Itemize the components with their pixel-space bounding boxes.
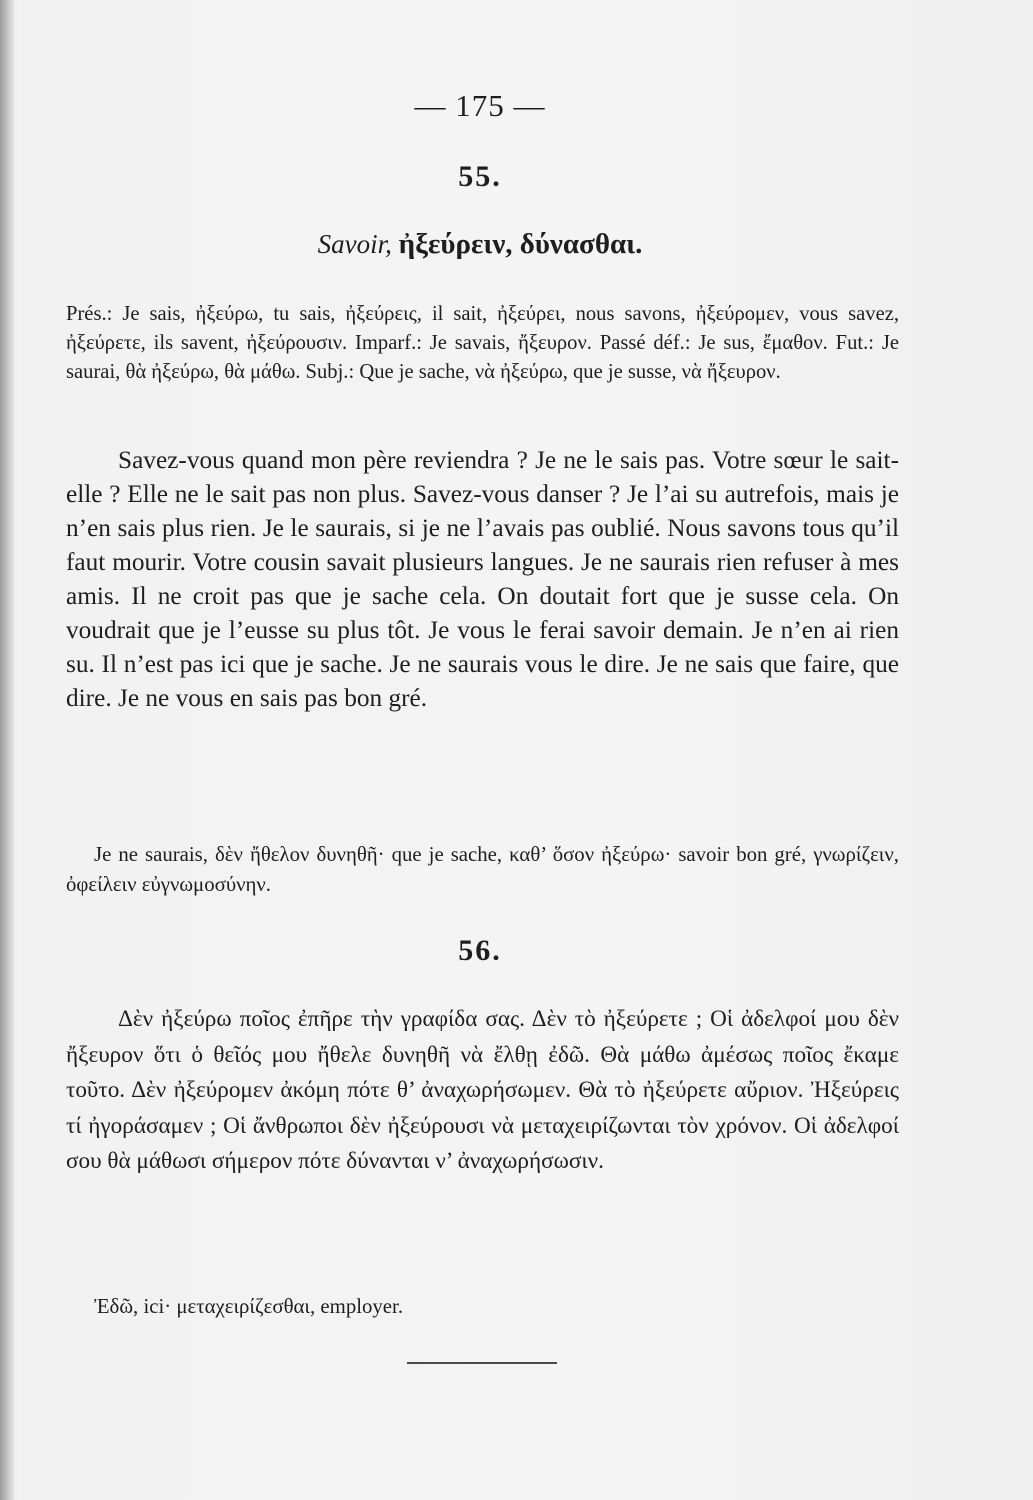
page-number: — 175 — [414,88,546,123]
section-number-56: 56. [458,934,502,967]
vocabulary-note-55 [66,840,899,900]
vocabulary-note-56 [66,1292,899,1322]
french-exercise-block [66,443,899,715]
french-exercise-paragraph: Savez-vous quand mon père reviendra ? Je ne le sais pas. Votre sœur le sait-elle ? Elle ne le sait pas non plus. Savez-vous danser ? Je l’ai su autrefois, mais je n’en sais plus rien. Je le saurais, si je ne l’avais pas oublié. Nous savons tous qu’il faut mourir. Votre cousin savait plusieurs langues. Je ne saurais rien refuser à mes amis. Il ne croit pas que je sache cela. On doutait fort que je susse cela. On voudrait que je l’eusse su plus tôt. Je vous le ferai savoir demain. Je n’en ai rien su. Il n’est pas ici que je sache. Je ne saurais vous le dire. Je ne sais que faire, que dire. Je ne vous en sais pas bon gré. [66,446,899,712]
conjugation-paragraph: Prés.: Je sais, ἠξεύρω, tu sais, ἠξεύρεις, il sait, ἠξεύρει, nous savons, ἠξεύρομεν, vous savez, ἠξεύρετε, ils savent, ἠξεύρουσιν. Imparf.: Je savais, ἤξευρον. Passé déf.: Je sus, ἔμαθον. Fut.: Je saurai, θὰ ἠξεύρω, θὰ μάθω. Subj.: Que je sache, νὰ ἠξεύρω, que je susse, νὰ ἤξευρον. [66,303,899,383]
page-spine-shadow [0,0,14,1500]
conjugation-block [66,300,899,387]
vocabulary-note-55-paragraph: Je ne saurais, δὲν ἤθελον δυνηθῆ· que je sache, καθ’ ὅσον ἠξεύρω· savoir bon gré, γνωρίζειν, ὀφείλειν εὐγνωμοσύνην. [66,843,899,896]
section-title-french: Savoir, [317,229,392,259]
section-title-greek: ἠξεύρειν, δύνασθαι. [398,228,643,260]
greek-exercise-block [66,1002,899,1180]
end-divider [407,1362,557,1364]
greek-exercise-paragraph: Δὲν ἠξεύρω ποῖος ἐπῆρε τὴν γραφίδα σας. Δὲν τὸ ἠξεύρετε ; Οἱ ἀδελφοί μου δὲν ἤξευρον ὅτι ὁ θεῖός μου ἤθελε δυνηθῆ νὰ ἔλθῃ ἐδῶ. Θὰ μάθω ἀμέσως ποῖος ἔκαμε τοῦτο. Δὲν ἠξεύρομεν ἀκόμη πότε θ’ ἀναχωρήσωμεν. Θὰ τὸ ἠξεύρετε αὔριον. Ἠξεύρεις τί ἠγοράσαμεν ; Οἱ ἄνθρωποι δὲν ἠξεύρουσι νὰ μεταχειρίζωνται τὸν χρόνον. Οἱ ἀδελφοί σου θὰ μάθωσι σήμερον πότε δύνανται ν’ ἀναχωρήσωσιν. [66,1006,899,1175]
section-number-55: 55. [458,160,502,193]
section-title [0,228,960,261]
vocabulary-note-56-paragraph: Ἐδῶ, ici· μεταχειρίζεσθαι, employer. [94,1295,404,1318]
